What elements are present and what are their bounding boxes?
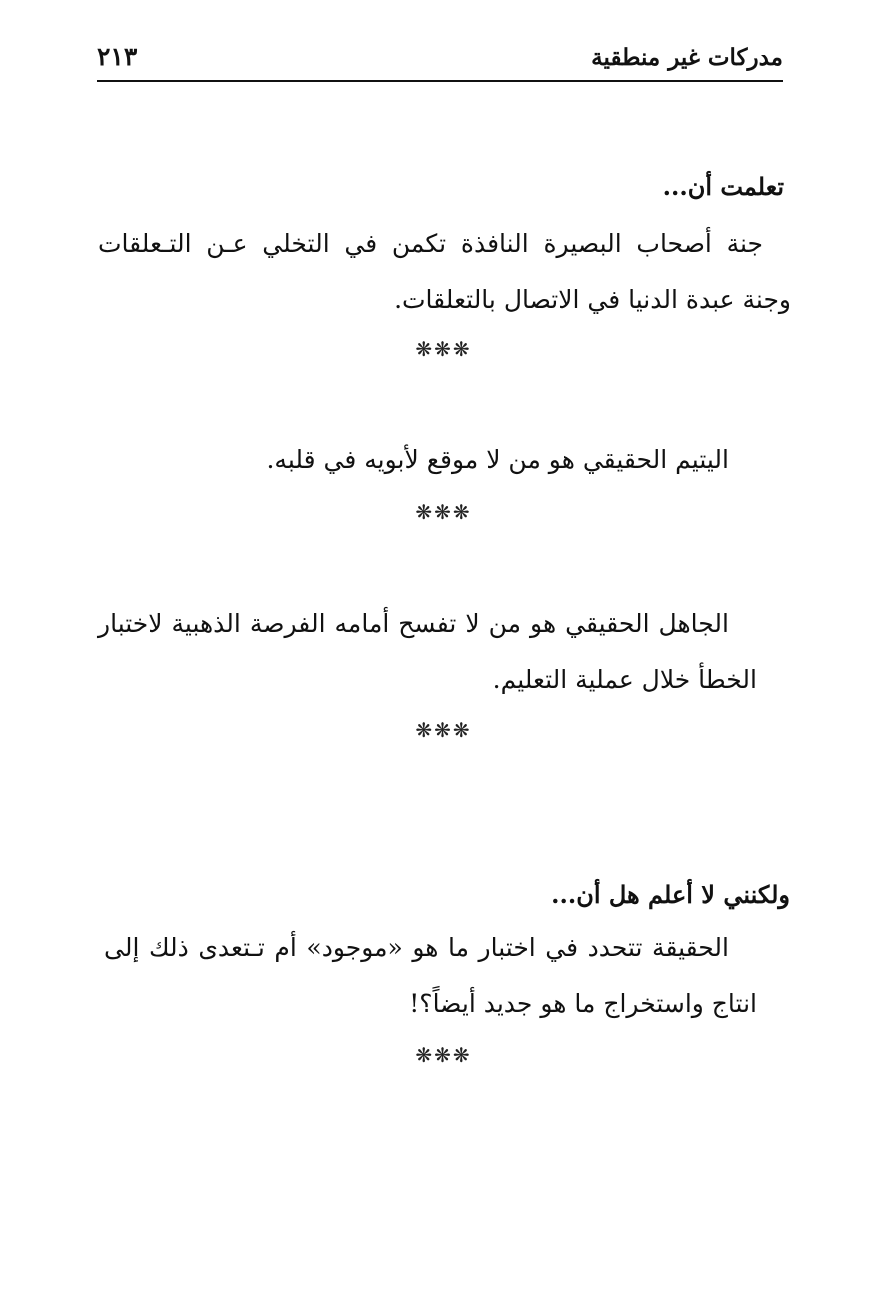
paragraph: جنة أصحاب البصيرة النافذة تكمن في التخلي عـن التـعلقات وجنة عبدة الدنيا في الاتصال بالتعلقات.: [98, 229, 791, 314]
section-separator: ❋❋❋: [415, 1043, 472, 1067]
page-number: ٢١٣: [97, 42, 138, 71]
section-separator: ❋❋❋: [415, 718, 472, 742]
section-heading: ولكنني لا أعلم هل أن...: [551, 880, 790, 909]
paragraph: الجاهل الحقيقي هو من لا تفسح أمامه الفرصة الذهبية لاختبار الخطأ خلال عملية التعليم.: [98, 609, 757, 694]
running-title: مدركات غير منطقية: [591, 44, 783, 71]
section-heading: تعلمت أن...: [662, 172, 784, 201]
section-separator: ❋❋❋: [415, 500, 472, 524]
page-header: [97, 40, 783, 82]
section-separator: ❋❋❋: [415, 337, 472, 361]
paragraph: اليتيم الحقيقي هو من لا موقع لأبويه في قلبه.: [266, 445, 729, 474]
paragraph: الحقيقة تتحدد في اختبار ما هو «موجود» أم تـتعدى ذلك إلى انتاج واستخراج ما هو جديد أيضاً؟!: [104, 933, 757, 1018]
